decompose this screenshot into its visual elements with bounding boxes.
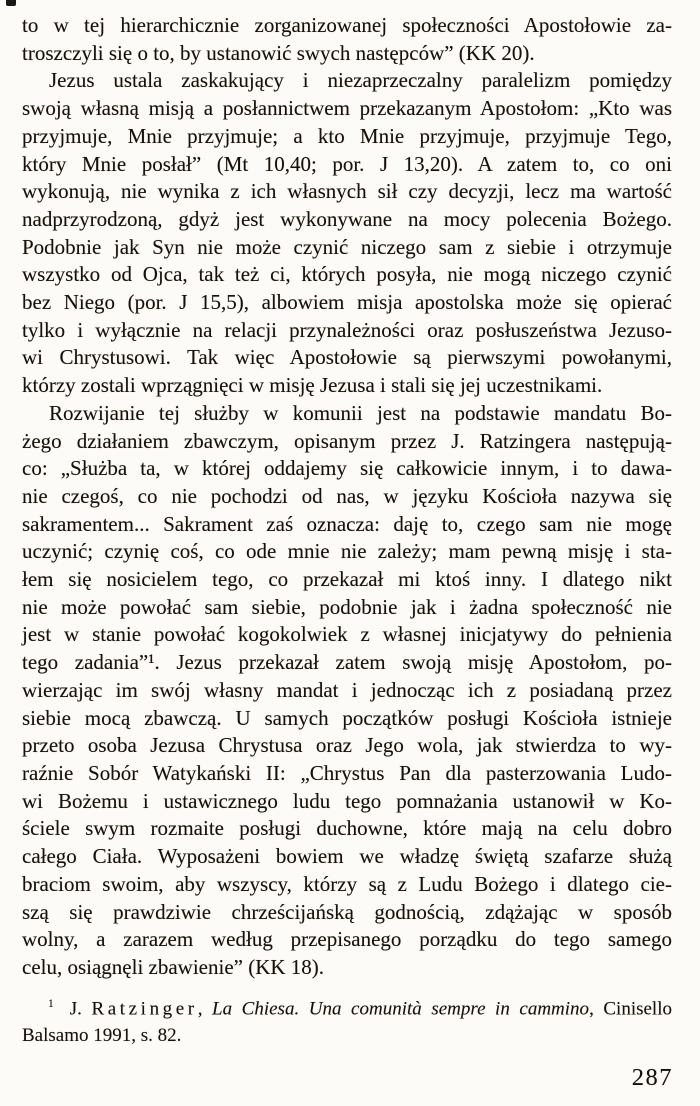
text-line: wierzając im swój własny mandat i jednocząc ich z posiadaną przez (22, 677, 672, 702)
text-line: celu, osiągnęli zbawienie” (KK 18). (22, 954, 325, 979)
text-line: nadprzyrodzoną, gdyż jest wykonywane na mocy polecenia Bożego. (22, 206, 672, 231)
text-line: wi Bożemu i ustawicznego ludu tego pomnażania ustanowił w Ko- (22, 788, 672, 813)
text-line: jest w stanie powołać kogokolwiek z własnej inicjatywy do pełnienia (22, 622, 672, 647)
text-line: nie czegoś, co nie pochodzi od nas, w języku Kościoła nazywa się (22, 483, 672, 508)
text-line: bez Niego (por. J 15,5), albowiem misja apostolska może się opierać (22, 290, 672, 315)
scan-artifact (6, 0, 16, 6)
text-line: przyjmuje, Mnie przyjmuje; a kto Mnie przyjmuje, przyjmuje Tego, (22, 123, 672, 148)
text-line: uczynić; czynię coś, co ode mnie nie zależy; mam pewną misję i sta- (22, 539, 672, 564)
text-line: co: „Służba ta, w której oddajemy się całkowicie innym, i to dawa- (22, 456, 672, 481)
text-line: wszystko od Ojca, tak też ci, których posyła, nie mogą niczego czynić (22, 262, 672, 287)
text-line: raźnie Sobór Watykański II: „Chrystus Pan dla pasterzowania Ludo- (22, 760, 672, 785)
text-line: braciom swoim, aby wszyscy, którzy są z Ludu Bożego i dlatego cie- (22, 871, 672, 896)
footnote-marker: 1 (48, 998, 54, 1010)
text-line: który Mnie posłał” (Mt 10,40; por. J 13,20). A zatem to, co oni (22, 151, 672, 176)
text-line: Jezus ustala zaskakujący i niezaprzeczalny paralelizm pomiędzy (49, 68, 672, 93)
text-line: Podobnie jak Syn nie może czynić niczego sam z siebie i otrzymuje (22, 234, 672, 259)
footnote (22, 991, 672, 1049)
text-line: siebie mocą zbawczą. U samych początków posługi Kościoła istnieje (22, 705, 672, 730)
text-line: ściele swym rozmaite posługi duchowne, które mają na celu dobro (22, 816, 672, 841)
text-line: którzy zostali wprzągnięci w misję Jezusa i stali się jej uczestnikami. (22, 373, 603, 398)
text-line: tego zadania”¹. Jezus przekazał zatem swoją misję Apostołom, po- (22, 650, 672, 675)
text-line: Rozwijanie tej służby w komunii jest na podstawie mandatu Bo- (49, 400, 672, 425)
text-line: tylko i wyłącznie na relacji przynależności oraz posłuszeństwa Jezuso- (22, 317, 672, 342)
text-line: swoją własną misją a posłannictwem przekazanym Apostołom: „Kto was (22, 96, 672, 121)
footnote-author-surname: Ratzinger (91, 998, 198, 1020)
text-line: szą się prawdziwie chrześcijańską godnością, zdążając w sposób (22, 899, 672, 924)
text-line: łem się nosicielem tego, co przekazał mi ktoś inny. I dlatego nikt (22, 567, 672, 592)
footnote-line-1 (22, 991, 672, 1023)
text-body (22, 12, 672, 982)
text-line: to w tej hierarchicznie zorganizowanej społeczności Apostołowie za- (22, 13, 672, 37)
text-line: wolny, a zarazem według przepisanego porządku do tego samego (22, 927, 672, 952)
text-line: troszczyli się o to, by ustanowić swych następców” (KK 20). (22, 40, 535, 65)
text-line: nie może powołać sam siebie, podobnie jak i żadna społeczność nie (22, 594, 672, 619)
footnote-line-2: Balsamo 1991, s. 82. (22, 1024, 182, 1046)
text-line: całego Ciała. Wyposażeni bowiem we władzę świętą szafarze służą (22, 844, 672, 869)
text-line: żego działaniem zbawczym, opisanym przez J. Ratzingera następują- (22, 428, 672, 453)
footnote-author-initial: J. (69, 998, 82, 1020)
footnote-author-separator: , (197, 998, 203, 1020)
page-number: 287 (631, 1064, 673, 1091)
footnote-publisher-city: , Cinisello (589, 998, 672, 1020)
footnote-title: La Chiesa. Una comunità sempre in cammino (212, 998, 590, 1020)
text-line: wi Chrystusowi. Tak więc Apostołowie są pierwszymi powołanymi, (22, 345, 672, 370)
text-line: sakramentem... Sakrament zaś oznacza: daję to, czego sam nie mogę (22, 511, 672, 536)
text-line: przeto osoba Jezusa Chrystusa oraz Jego wola, jak stwierdza to wy- (22, 733, 672, 758)
text-line: wykonują, nie wynika z ich własnych sił czy decyzji, lecz ma wartość (22, 179, 672, 204)
